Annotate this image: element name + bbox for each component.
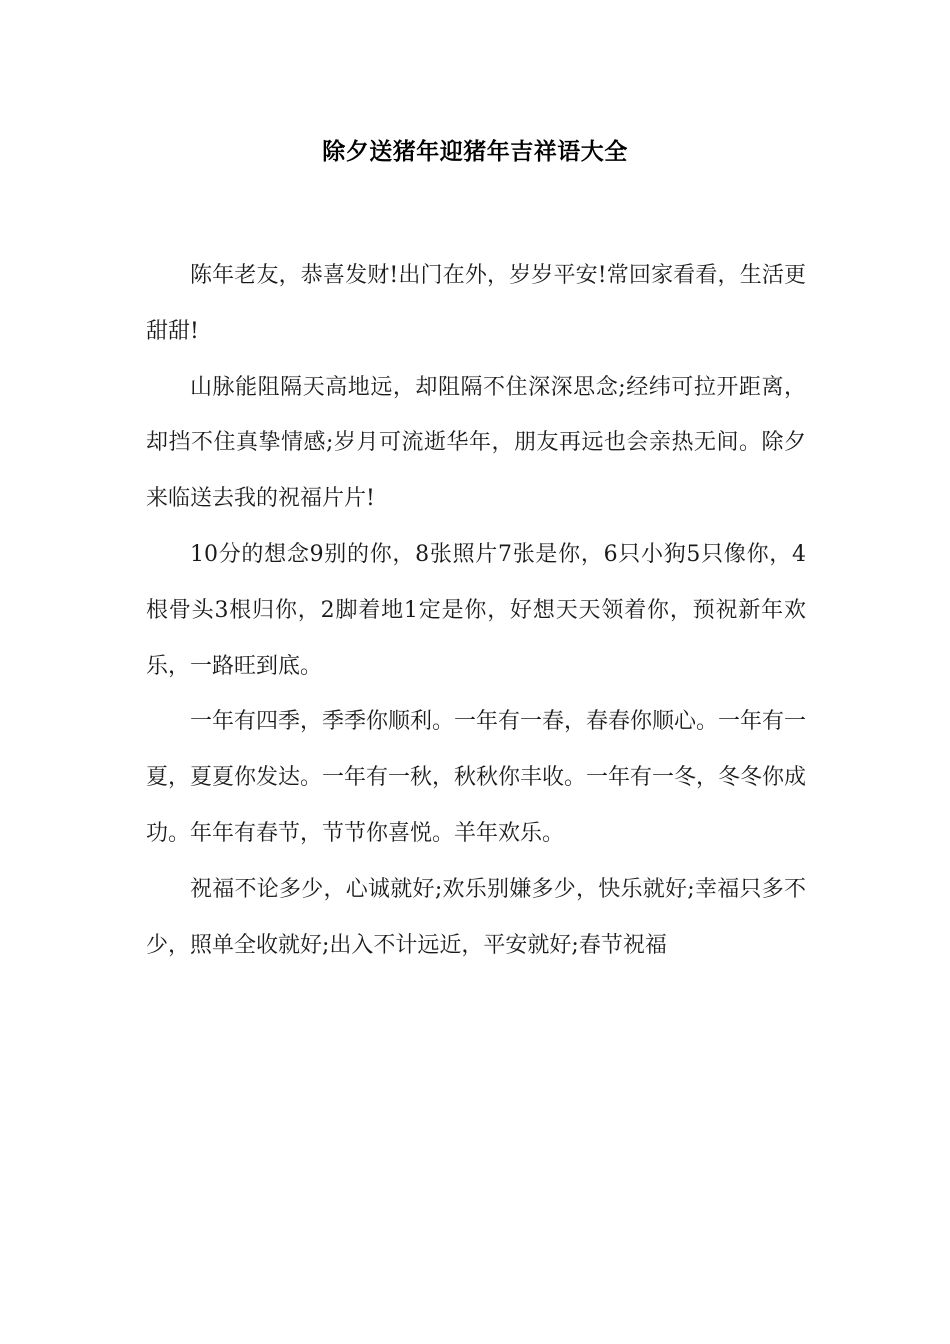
paragraph-2: 山脉能阻隔天高地远，却阻隔不住深深思念;经纬可拉开距离，却挡不住真挚情感;岁月可流逝华年，朋友再远也会亲热无间。除夕来临送去我的祝福片片!: [146, 374, 806, 512]
paragraph-3: 10分的想念9别的你，8张照片7张是你，6只小狗5只像你，4根骨头3根归你，2脚着地1定是你，好想天天领着你，预祝新年欢乐，一路旺到底。: [146, 541, 806, 679]
document-title: 除夕送猪年迎猪年吉祥语大全: [322, 139, 628, 165]
paragraph-1: 陈年老友，恭喜发财!出门在外，岁岁平安!常回家看看，生活更甜甜!: [146, 263, 806, 344]
document-body: [146, 248, 806, 973]
paragraph-4: 一年有四季，季季你顺利。一年有一春，春春你顺心。一年有一夏，夏夏你发达。一年有一秋，秋秋你丰收。一年有一冬，冬冬你成功。年年有春节，节节你喜悦。羊年欢乐。: [146, 709, 807, 846]
paragraph-5: 祝福不论多少，心诚就好;欢乐别嫌多少，快乐就好;幸福只多不少，照单全收就好;出入不计远近，平安就好;春节祝福: [146, 876, 806, 958]
